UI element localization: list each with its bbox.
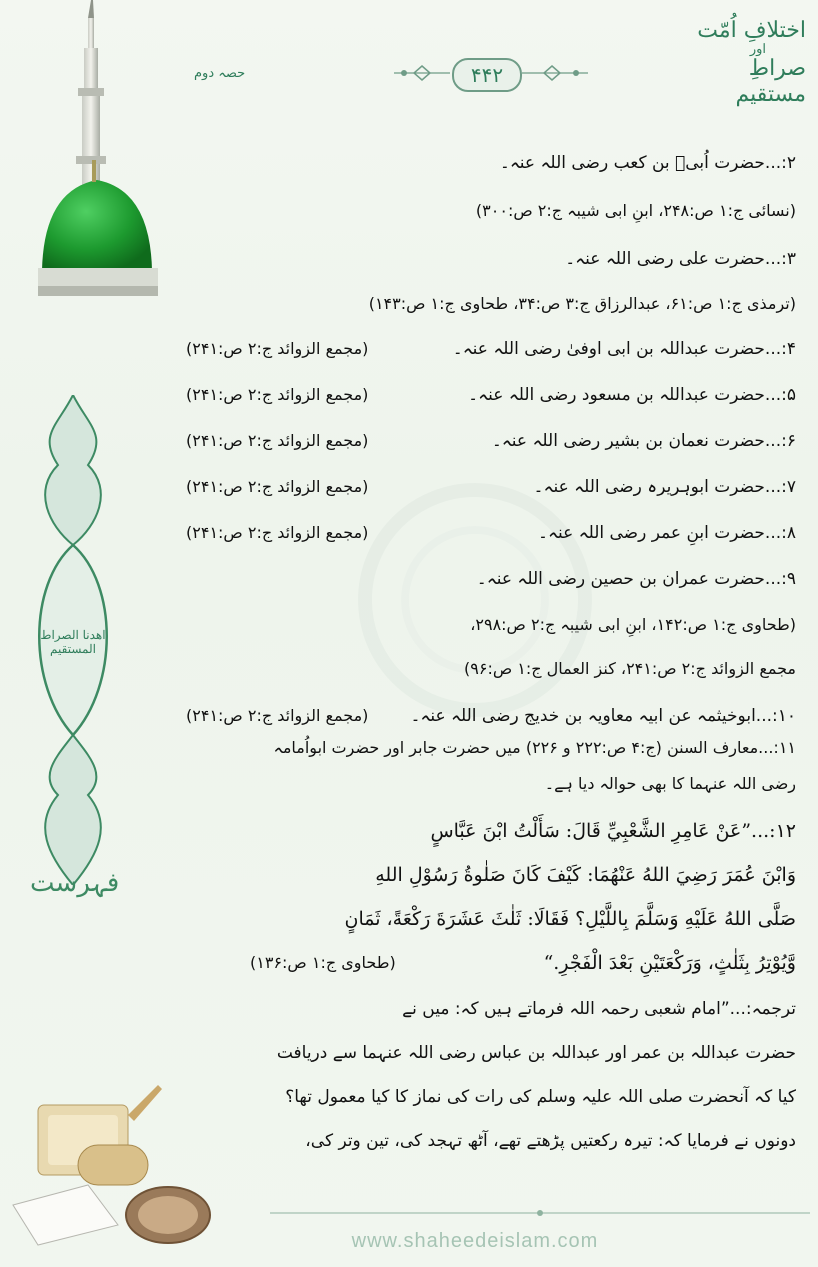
item-10: ۱۰:...ابوخیثمہ عن ابیہ معاویہ بن خدیج رضی اللہ عنہ۔ [410,706,796,726]
item-2-ref: (نسائی ج:۱ ص:۲۴۸، ابنِ ابی شیبہ ج:۲ ص:۳۰۰) [475,201,796,220]
translation-line-4: دونوں نے فرمایا کہ: تیرہ رکعتیں پڑھتے تھے، آٹھ تہجد کی، تین وتر کی، [305,1131,796,1151]
item-3-ref: (ترمذی ج:۱ ص:۶۱، عبدالرزاق ج:۳ ص:۳۴، طحاوی ج:۱ ص:۱۴۳) [368,294,796,313]
item-4-ref: (مجمع الزوائد ج:۲ ص:۲۴۱) [186,339,369,358]
minaret-dome-illustration [22,0,172,300]
item-2: ۲:...حضرت اُبیؓ بن کعب رضی اللہ عنہ۔ [499,153,796,173]
item-6-ref: (مجمع الزوائد ج:۲ ص:۲۴۱) [186,431,369,450]
book-title-line2: اور [749,42,766,57]
book-title [686,18,806,108]
item-8: ۸:...حضرت ابنِ عمر رضی اللہ عنہ۔ [538,523,796,543]
translation-line-3: کیا کہ آنحضرت صلی اللہ علیہ وسلم کی رات کی نماز کا کیا معمول تھا؟ [285,1087,796,1107]
item-3: ۳:...حضرت علی رضی اللہ عنہ۔ [565,249,796,269]
index-link[interactable]: فہرست [30,868,120,898]
item-6: ۶:...حضرت نعمان بن بشیر رضی اللہ عنہ۔ [491,431,796,451]
section-label: حصہ دوم [194,66,246,81]
website-link[interactable]: www.shaheedeislam.com [351,1230,599,1252]
hadith-line-2: وَابْنَ عُمَرَ رَضِيَ اللهُ عَنْهُمَا: كَيْفَ كَانَ صَلٰوةُ رَسُوْلِ اللهِ [375,864,796,886]
books-quill-illustration [8,1085,218,1250]
watermark-logo [345,470,605,730]
hadith-ref: (طحاوی ج:۱ ص:۱۳۶) [250,953,396,972]
translation-line-2: حضرت عبداللہ بن عمر اور عبداللہ بن عباس رضی اللہ عنہما سے دریافت [276,1043,796,1063]
item-7: ۷:...حضرت ابوہریرہ رضی اللہ عنہ۔ [533,477,796,497]
item-5: ۵:...حضرت عبداللہ بن مسعود رضی اللہ عنہ۔ [468,385,796,405]
item-9-ref-1: (طحاوی ج:۱ ص:۱۴۲، ابنِ ابی شیبہ ج:۲ ص:۲۹۸، [470,615,796,634]
item-11-cont: رضی اللہ عنہما کا بھی حوالہ دیا ہے۔ [544,774,796,793]
header-ornament-left [392,64,452,82]
item-10-ref: (مجمع الزوائد ج:۲ ص:۲۴۱) [186,706,369,725]
item-8-ref: (مجمع الزوائد ج:۲ ص:۲۴۱) [186,523,369,542]
item-11: ۱۱:...معارف السنن (ج:۴ ص:۲۲۲ و ۲۲۶) میں حضرت جابر اور حضرت ابواُمامہ [273,738,796,757]
hadith-line-3: صَلَّى اللهُ عَلَيْهِ وَسَلَّمَ بِاللَّيْلِ؟ فَقَالَا: ثَلٰثَ عَشَرَةَ رَكْعَةً، ثَمَانٍ [344,908,796,930]
header-ornament-right [520,64,590,82]
medallion-text: اهدنا الصراط المستقيم [40,628,106,656]
page-number: ۴۴۲ [452,58,522,92]
translation-line-1: ترجمہ:...”امام شعبی رحمہ اللہ فرماتے ہیں کہ: میں نے [402,999,796,1019]
footer-divider [270,1208,810,1218]
book-title-line3: صراطِ مستقیم [735,56,806,107]
item-9-ref-2: مجمع الزوائد ج:۲ ص:۲۴۱، کنز العمال ج:۱ ص:۹۶) [464,659,796,678]
book-title-line1: اختلافِ اُمّت [697,18,806,43]
item-9: ۹:...حضرت عمران بن حصین رضی اللہ عنہ۔ [476,569,796,589]
hadith-line-4: وَّيُوْتِرُ بِثَلٰثٍ، وَرَكْعَتَيْنِ بَعْدَ الْفَجْرِ.“ [543,952,796,974]
item-5-ref: (مجمع الزوائد ج:۲ ص:۲۴۱) [186,385,369,404]
item-4: ۴:...حضرت عبداللہ بن ابی اوفیٰ رضی اللہ عنہ۔ [452,339,796,359]
hadith-line-1: ۱۲:...”عَنْ عَامِرِ الشَّعْبِيِّ قَالَ: سَأَلْتُ ابْنَ عَبَّاسٍ [430,820,796,842]
item-7-ref: (مجمع الزوائد ج:۲ ص:۲۴۱) [186,477,369,496]
